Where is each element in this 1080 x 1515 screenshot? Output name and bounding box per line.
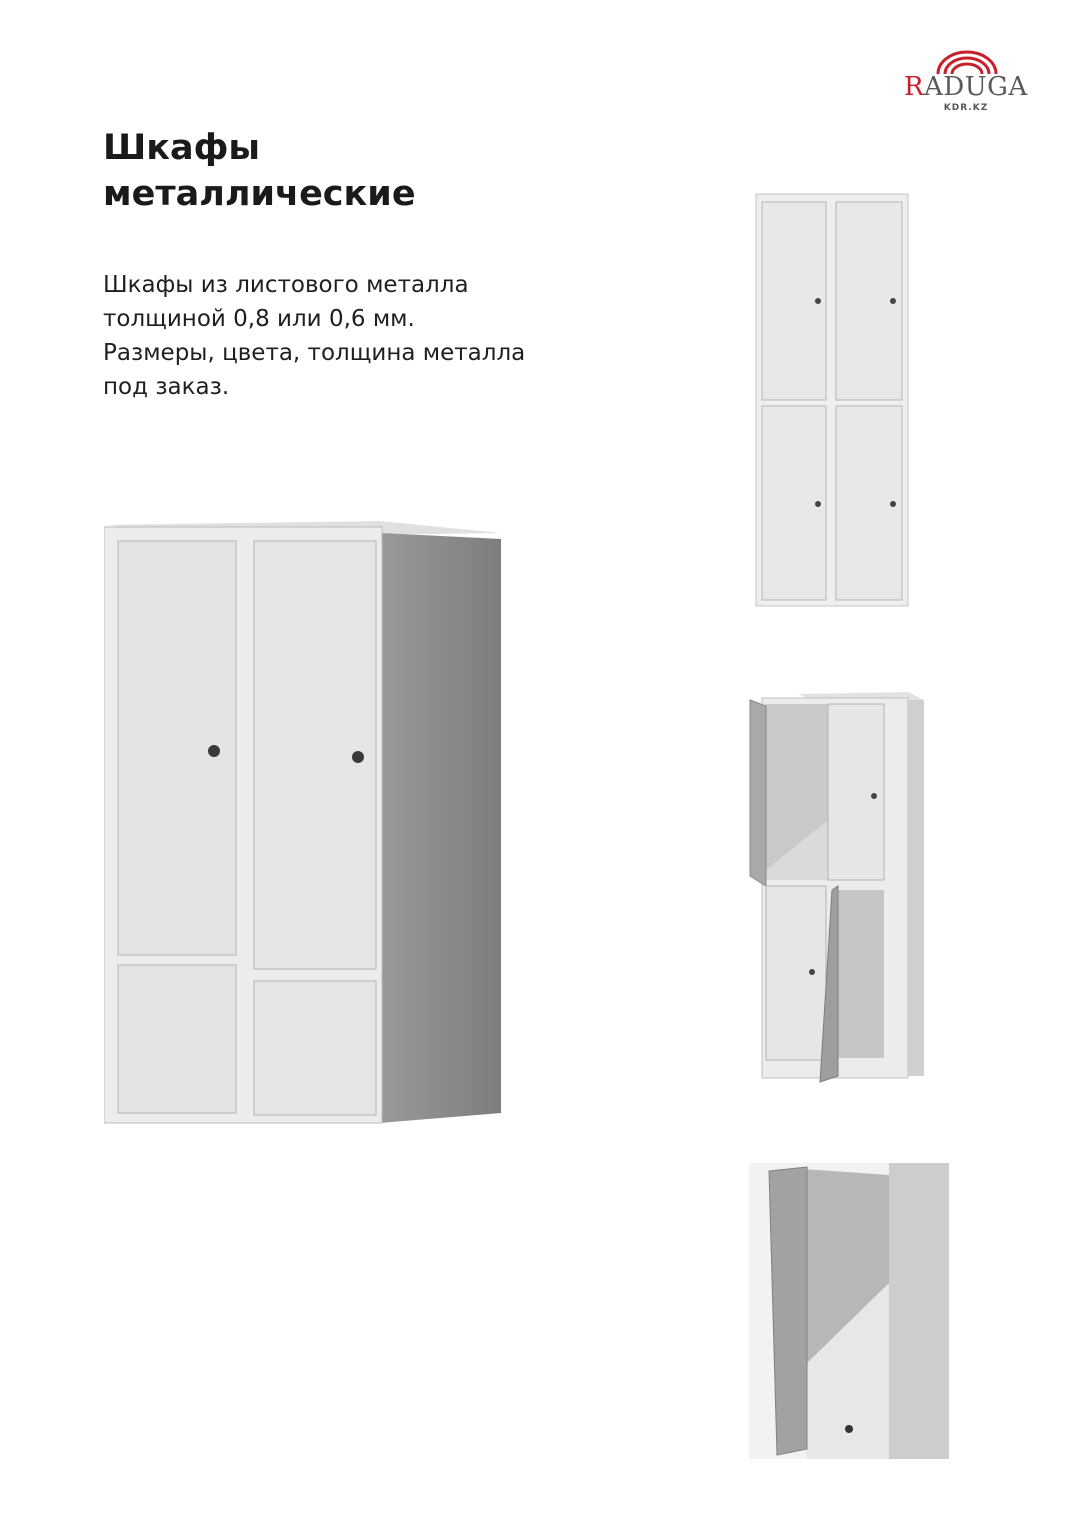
locker-front-thumbnail — [752, 190, 912, 610]
rainbow-arcs-icon — [932, 50, 1002, 74]
locker-door-closeup-thumbnail — [749, 1163, 949, 1459]
title-line-1: Шкафы — [103, 128, 260, 168]
description-line-3: Размеры, цвета, толщина металла — [103, 340, 526, 366]
logo-letter-r: R — [904, 72, 925, 102]
title-line-2: металлические — [103, 174, 416, 214]
locker-open-doors-thumbnail — [748, 690, 928, 1084]
description-line-1: Шкафы из листового металла — [103, 272, 469, 298]
page-title — [103, 125, 416, 217]
logo-domain: KDR.KZ — [943, 103, 989, 113]
logo-wordmark — [904, 72, 1028, 102]
description-line-2: толщиной 0,8 или 0,6 мм. — [103, 306, 415, 332]
product-description — [103, 268, 525, 404]
description-line-4: под заказ. — [103, 374, 230, 400]
raduga-logo — [896, 50, 1036, 116]
main-locker-image — [104, 519, 504, 1125]
logo-letters: ADUGA — [924, 72, 1028, 102]
